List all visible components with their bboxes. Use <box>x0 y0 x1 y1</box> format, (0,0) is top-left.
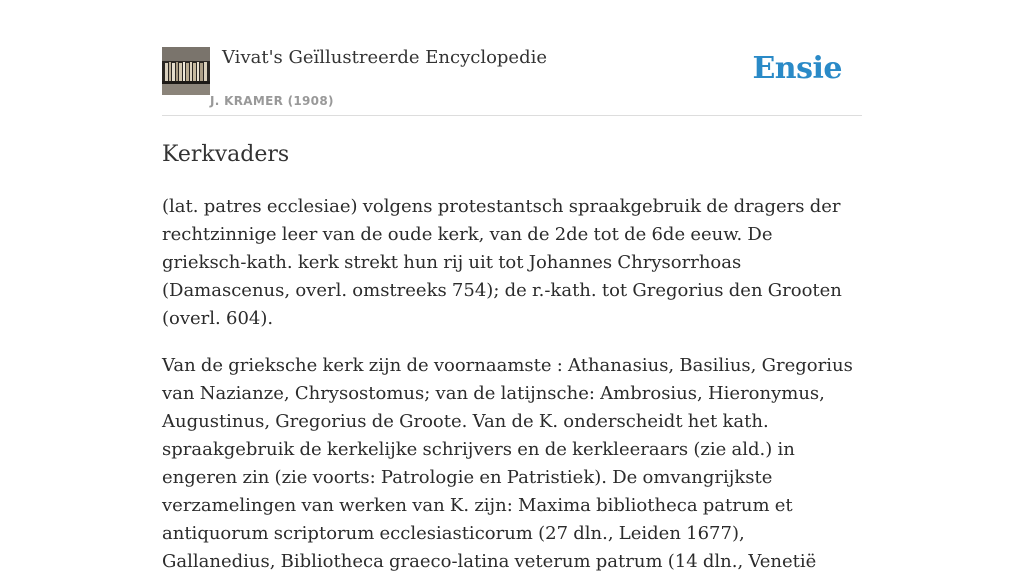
article-body <box>162 193 862 576</box>
source-author: J. KRAMER (1908) <box>210 94 334 108</box>
article-paragraph: (lat. patres ecclesiae) volgens protestantsch spraakgebruik de dragers der rechtzinnige leer van de oude kerk, van de 2de tot de 6de eeuw. De grieksch-kath. kerk strekt hun rij uit tot Johannes Chrysorrhoas (Damascenus, overl. omstreeks 754); de r.-kath. tot Gregorius den Grooten (overl. 604). <box>162 196 842 329</box>
article-title: Kerkvaders <box>162 142 290 167</box>
bookshelf-icon[interactable] <box>162 47 210 95</box>
source-header <box>162 46 862 116</box>
article-paragraph: Van de grieksche kerk zijn de voornaamste : Athanasius, Basilius, Gregorius van Nazianze, Chrysostomus; van de latijnsche: Ambrosius, Hieronymus, Augustinus, Gregorius de Groote. Van de K. onderscheidt het kath. spraakgebruik de kerkelijke schrijvers en de kerkleeraars (zie ald.) in engeren zin (zie voorts: Patrologie en Patristiek). De omvangrijkste verzamelingen van werken van K. zijn: Maxima bibliotheca patrum et antiquorum scriptorum ecclesiasticorum (27 dln., Leiden 1677), Gallanedius, Bibliotheca graeco-latina veterum patrum (14 dln., Venetië <box>162 355 853 572</box>
source-title[interactable]: Vivat's Geïllustreerde Encyclopedie <box>222 47 548 68</box>
article <box>162 140 862 576</box>
ensie-logo-link[interactable]: Ensie <box>752 51 842 86</box>
